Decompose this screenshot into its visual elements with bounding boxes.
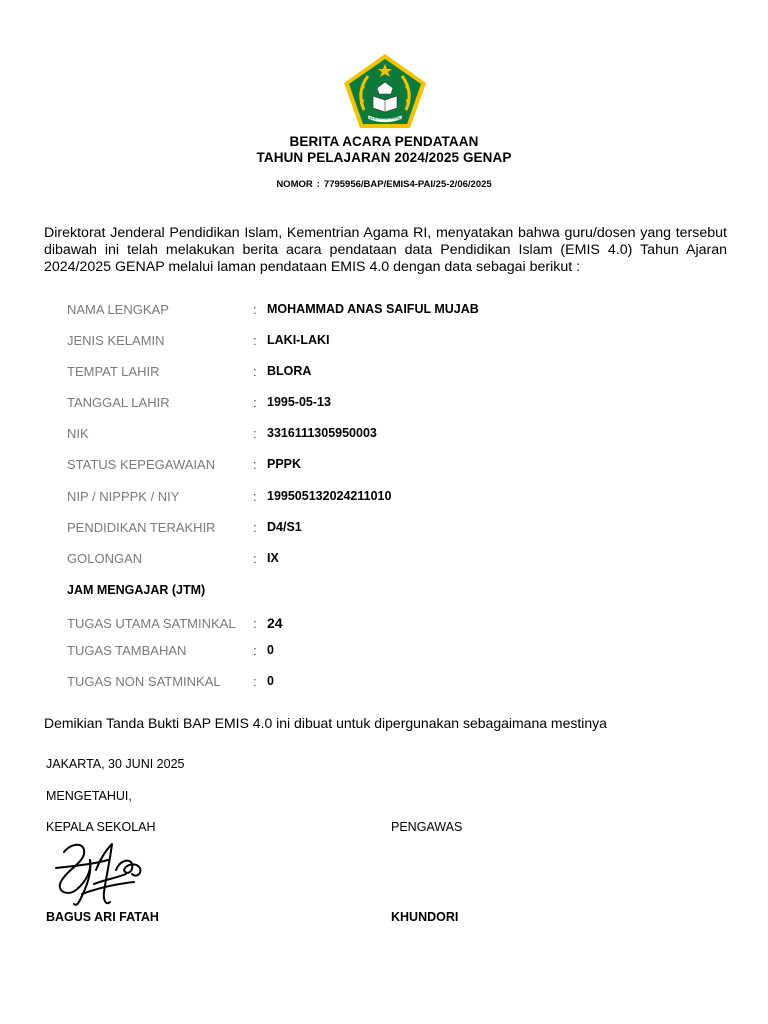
- nomor-label: NOMOR: [276, 179, 313, 190]
- field-row-tugas-non-satminkal: [67, 674, 707, 692]
- field-colon: :: [253, 616, 257, 631]
- signer-pengawas: KHUNDORI: [391, 910, 459, 924]
- field-value: 0: [267, 674, 274, 688]
- intro-paragraph: Direktorat Jenderal Pendidikan Islam, Kementrian Agama RI, menyatakan bahwa guru/dosen yang tersebut dibawah ini telah melakukan berita acara pendataan data Pendidikan Islam (EMIS 4.0) Tahun Ajaran 2024/2025 GENAP melalui laman pendataan EMIS 4.0 dengan data sebagai berikut :: [44, 225, 727, 275]
- field-value: LAKI-LAKI: [267, 333, 330, 347]
- field-label: JENIS KELAMIN: [67, 333, 165, 348]
- field-colon: :: [253, 674, 257, 689]
- field-colon: :: [253, 551, 257, 566]
- field-colon: :: [253, 520, 257, 535]
- field-colon: :: [253, 643, 257, 658]
- field-row-tempat-lahir: [67, 364, 707, 382]
- handwritten-signature: [50, 830, 150, 912]
- field-label: TUGAS NON SATMINKAL: [67, 674, 221, 689]
- field-row-tanggal-lahir: [67, 395, 707, 413]
- jtm-heading: JAM MENGAJAR (JTM): [67, 583, 206, 597]
- field-label: TEMPAT LAHIR: [67, 364, 160, 379]
- field-label: TUGAS UTAMA SATMINKAL: [67, 616, 236, 631]
- field-label: TANGGAL LAHIR: [67, 395, 170, 410]
- field-value: D4/S1: [267, 520, 302, 534]
- role-kepala-sekolah: KEPALA SEKOLAH: [46, 820, 156, 834]
- document-number: [0, 179, 768, 190]
- field-value: 3316111305950003: [267, 426, 377, 440]
- document-title: BERITA ACARA PENDATAAN: [289, 134, 479, 149]
- document-subtitle: TAHUN PELAJARAN 2024/2025 GENAP: [256, 150, 512, 165]
- field-row-status-kepegawaian: [67, 457, 707, 475]
- field-label: NIK: [67, 426, 89, 441]
- field-row-pendidikan: [67, 520, 707, 538]
- field-value: PPPK: [267, 457, 302, 471]
- field-label: GOLONGAN: [67, 551, 143, 566]
- field-row-nik: [67, 426, 707, 444]
- mengetahui-label: MENGETAHUI,: [46, 789, 132, 803]
- closing-statement: Demikian Tanda Bukti BAP EMIS 4.0 ini dibuat untuk dipergunakan sebagaimana mestinya: [44, 715, 607, 731]
- field-label: STATUS KEPEGAWAIAN: [67, 457, 216, 472]
- field-colon: :: [253, 395, 257, 410]
- field-label: NAMA LENGKAP: [67, 302, 169, 317]
- field-value: 24: [267, 615, 283, 631]
- field-value: MOHAMMAD ANAS SAIFUL MUJAB: [267, 302, 479, 316]
- field-value: 1995-05-13: [267, 395, 331, 409]
- field-value: 199505132024211010: [267, 489, 392, 503]
- field-value: BLORA: [267, 364, 312, 378]
- field-row-jenis-kelamin: [67, 333, 707, 351]
- nomor-value: 7795956/BAP/EMIS4-PAI/25-2/06/2025: [323, 179, 492, 190]
- place-date: JAKARTA, 30 JUNI 2025: [46, 757, 185, 771]
- field-colon: :: [253, 333, 257, 348]
- field-value: 0: [267, 643, 274, 657]
- field-colon: :: [253, 426, 257, 441]
- field-label: NIP / NIPPPK / NIY: [67, 489, 180, 504]
- field-row-tugas-utama: [67, 616, 707, 634]
- kemenag-logo: [342, 52, 428, 130]
- role-pengawas: PENGAWAS: [391, 820, 463, 834]
- field-value: IX: [267, 551, 279, 565]
- field-row-golongan: [67, 551, 707, 569]
- field-label: PENDIDIKAN TERAKHIR: [67, 520, 216, 535]
- field-row-nama: [67, 302, 707, 320]
- signer-kepala-sekolah: BAGUS ARI FATAH: [46, 910, 159, 924]
- field-row-tugas-tambahan: [67, 643, 707, 661]
- nomor-separator: :: [316, 179, 320, 190]
- field-colon: :: [253, 457, 257, 472]
- field-colon: :: [253, 302, 257, 317]
- field-colon: :: [253, 364, 257, 379]
- field-row-nip: [67, 489, 707, 507]
- field-colon: :: [253, 489, 257, 504]
- logo-motto: IKHLAS BERAMAL: [368, 116, 402, 121]
- field-label: TUGAS TAMBAHAN: [67, 643, 187, 658]
